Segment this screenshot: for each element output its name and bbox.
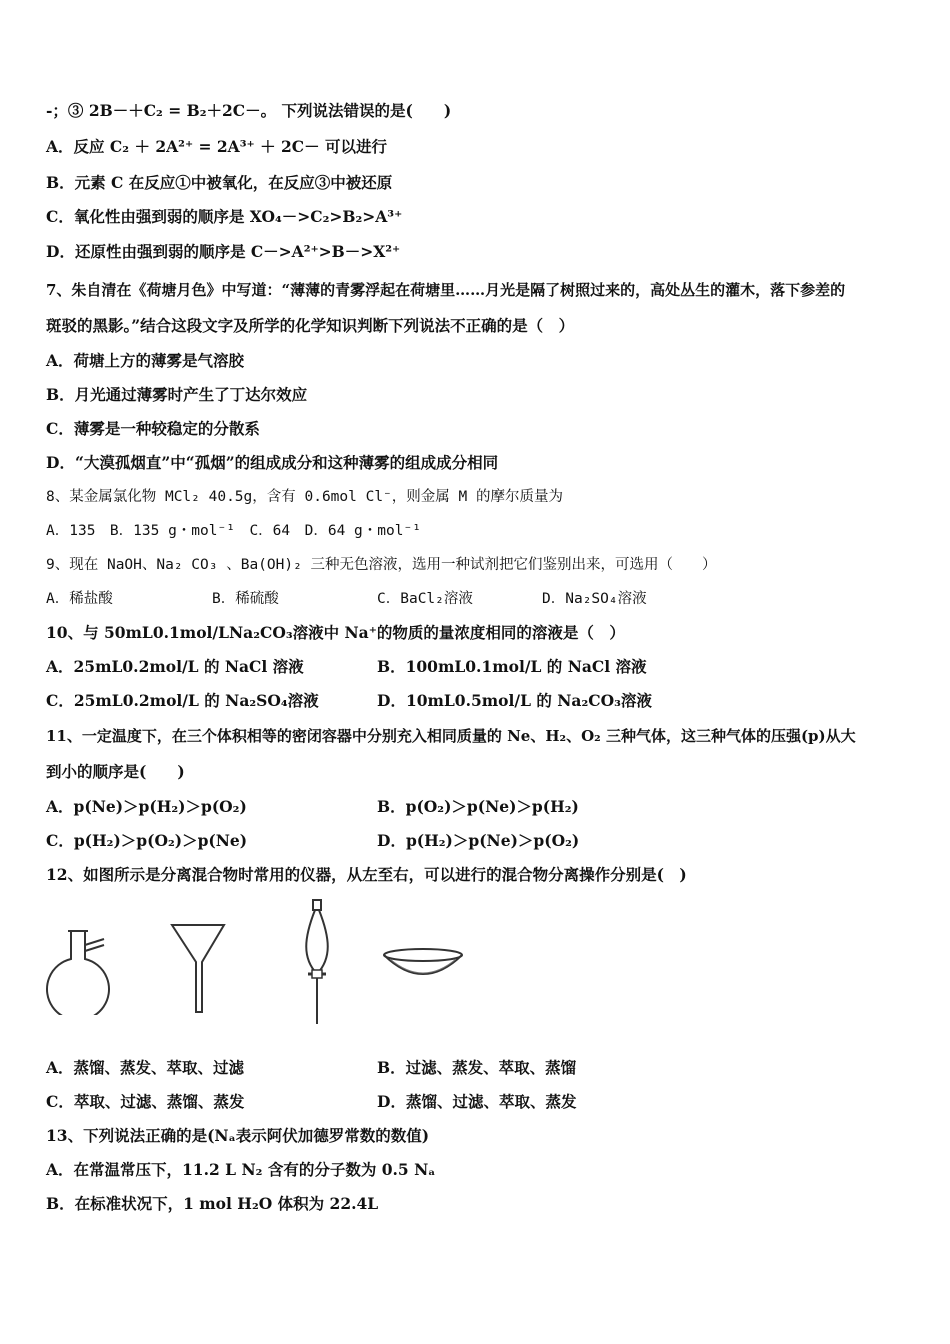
q9-option-b: B．稀硫酸 xyxy=(212,591,279,607)
q11-option-b: B．p(O₂)＞p(Ne)＞p(H₂) xyxy=(377,797,579,816)
q9-option-d: D．Na₂SO₄溶液 xyxy=(542,591,647,607)
q6-option-b: B．元素 C 在反应①中被氧化，在反应③中被还原 xyxy=(46,173,393,192)
q6-option-a: A．反应 C₂ ＋ 2A²⁺ = 2A³⁺ ＋ 2C－ 可以进行 xyxy=(46,137,387,156)
q7-option-a: A．荷塘上方的薄雾是气溶胶 xyxy=(46,351,245,370)
q6-stem-line: -；③ 2B－＋C₂ = B₂＋2C－。 下列说法错误的是( ) xyxy=(46,101,452,120)
q12-stem: 12、如图所示是分离混合物时常用的仪器，从左至右，可以进行的混合物分离操作分别是( ) xyxy=(46,865,687,884)
q12-option-c: C．萃取、过滤、蒸馏、蒸发 xyxy=(46,1092,245,1111)
q13-option-a: A．在常温常压下，11.2 L N₂ 含有的分子数为 0.5 Nₐ xyxy=(46,1160,436,1179)
q7-stem-line1: 7、朱自清在《荷塘月色》中写道：“薄薄的青雾浮起在荷塘里……月光是隔了树照过来的，高处丛生的灌木，落下参差的 xyxy=(46,281,846,299)
q6-option-c: C．氧化性由强到弱的顺序是 XO₄－>C₂>B₂>A³⁺ xyxy=(46,207,403,226)
q9-option-c: C．BaCl₂溶液 xyxy=(377,591,473,607)
q11-stem-line1: 11、一定温度下，在三个体积相等的密闭容器中分别充入相同质量的 Ne、H₂、O₂ 三种气体，这三种气体的压强(p)从大 xyxy=(46,727,856,745)
distillation-flask-icon xyxy=(44,925,114,1015)
q10-option-d: D．10mL0.5mol/L 的 Na₂CO₃溶液 xyxy=(377,691,652,710)
q8-options: A．135 B．135 g・mol⁻¹ C．64 D．64 g・mol⁻¹ xyxy=(46,523,421,539)
q10-option-c: C．25mL0.2mol/L 的 Na₂SO₄溶液 xyxy=(46,691,319,710)
q7-option-d: D．“大漠孤烟直”中“孤烟”的组成成分和这种薄雾的组成成分相同 xyxy=(46,453,499,472)
evaporating-dish-icon xyxy=(380,945,466,991)
q7-stem-line2: 斑驳的黑影。”结合这段文字及所学的化学知识判断下列说法不正确的是（ ） xyxy=(46,316,575,335)
q12-option-a: A．蒸馏、蒸发、萃取、过滤 xyxy=(46,1058,245,1077)
q13-stem: 13、下列说法正确的是(Nₐ表示阿伏加德罗常数的数值) xyxy=(46,1126,430,1145)
q7-option-b: B．月光通过薄雾时产生了丁达尔效应 xyxy=(46,385,308,404)
q9-option-a: A．稀盐酸 xyxy=(46,591,113,607)
q11-option-a: A．p(Ne)＞p(H₂)＞p(O₂) xyxy=(46,797,247,816)
q7-option-c: C．薄雾是一种较稳定的分散系 xyxy=(46,419,260,438)
q10-option-a: A．25mL0.2mol/L 的 NaCl 溶液 xyxy=(46,657,304,676)
q12-option-b: B．过滤、蒸发、萃取、蒸馏 xyxy=(377,1058,577,1077)
q10-stem: 10、与 50mL0.1mol/LNa₂CO₃溶液中 Na⁺的物质的量浓度相同的溶液是（ ） xyxy=(46,623,625,642)
q13-option-b: B．在标准状况下，1 mol H₂O 体积为 22.4L xyxy=(46,1194,379,1213)
q6-option-d: D．还原性由强到弱的顺序是 C－>A²⁺>B－>X²⁺ xyxy=(46,242,401,261)
q11-option-c: C．p(H₂)＞p(O₂)＞p(Ne) xyxy=(46,831,248,850)
q9-stem: 9、现在 NaOH、Na₂ CO₃ 、Ba(OH)₂ 三种无色溶液，选用一种试剂把它们鉴别出来，可选用（ ） xyxy=(46,557,717,573)
q11-stem-line2: 到小的顺序是( ) xyxy=(46,762,185,781)
q10-option-b: B．100mL0.1mol/L 的 NaCl 溶液 xyxy=(377,657,647,676)
separatory-funnel-icon xyxy=(296,898,340,1030)
q11-option-d: D．p(H₂)＞p(Ne)＞p(O₂) xyxy=(377,831,580,850)
q8-stem: 8、某金属氯化物 MCl₂ 40.5g，含有 0.6mol Cl⁻，则金属 M 的摩尔质量为 xyxy=(46,489,563,505)
q12-option-d: D．蒸馏、过滤、萃取、蒸发 xyxy=(377,1092,577,1111)
funnel-icon xyxy=(168,920,228,1020)
